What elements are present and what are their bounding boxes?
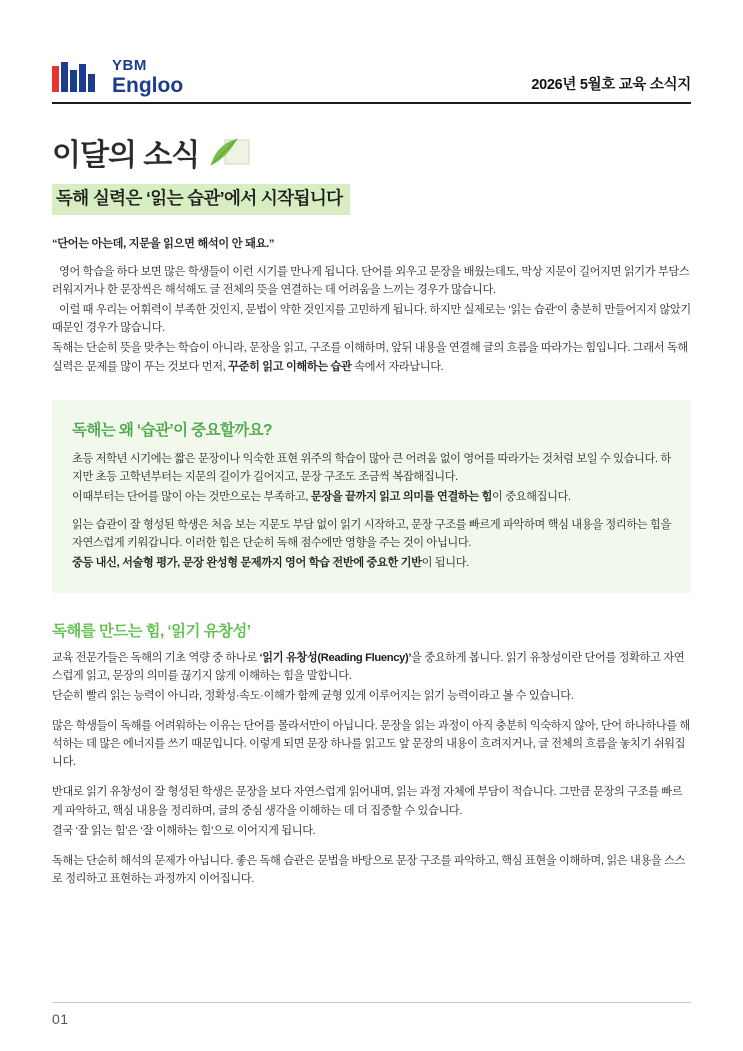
intro-p3-bold: 꾸준히 읽고 이해하는 습관 xyxy=(228,360,352,373)
section-fluency xyxy=(52,619,691,889)
page-footer xyxy=(52,1002,691,1027)
section-fluency-heading: 독해를 만드는 힘, ‘읽기 유창성’ xyxy=(52,622,251,640)
intro-paragraph-3 xyxy=(52,339,691,375)
subtitle-wrap xyxy=(52,184,350,215)
section-fluency-p3: 많은 학생들이 독해를 어려워하는 이유는 단어를 몰라서만이 아닙니다. 문장을 읽는 과정이 아직 충분히 익숙하지 않아, 단어 하나하나를 해석하는 데 많은 에너지를 쓰기 때문입니다. 이렇게 되면 문장 하나를 읽고도 앞 문장의 내용이 흐려지거나, 글 전체의 흐름을 놓치기 쉬워집니다. xyxy=(52,719,691,769)
leaf-icon xyxy=(205,135,253,169)
section-fluency-p6: 독해는 단순히 해석의 문제가 아닙니다. 좋은 독해 습관은 문법을 바탕으로 문장 구조를 파악하고, 핵심 표현을 이해하며, 읽은 내용을 스스로 정리하고 표현하는 과정까지 이어집니다. xyxy=(52,854,686,885)
section-habit-heading: 독해는 왜 ‘습관’이 중요할까요? xyxy=(72,421,272,439)
intro-paragraph-1: 영어 학습을 하다 보면 많은 학생들이 이런 시기를 만나게 됩니다. 단어를 외우고 문장을 배웠는데도, 막상 지문이 길어지면 읽기가 부담스러워지거나 한 문장씩은 해석해도 글 전체의 뜻을 연결하는 데 어려움을 느끼는 경우가 많습니다. xyxy=(52,265,690,297)
page-header xyxy=(52,0,691,96)
intro-paragraph-2: 이럴 때 우리는 어휘력이 부족한 것인지, 문법이 약한 것인지를 고민하게 됩니다. 하지만 실제로는 ‘읽는 습관’이 충분히 만들어지지 않았기 때문인 경우가 많습니다. xyxy=(52,304,691,335)
logo-brand-top: YBM xyxy=(112,57,147,74)
intro-p3-a: 독해는 단순히 뜻을 맞추는 학습이 아니라, 문장을 읽고, 구조를 이해하며, 앞뒤 내용을 연결해 글의 흐름을 따라가는 힘입니다. 그래서 독해 실력은 문제를 많이 푸는 것보다 먼저, xyxy=(52,342,688,373)
fluency-p1-c: 을 중요하게 봅니다. 읽기 유창성이란 단어를 정확하고 자연스럽게 읽고, 문장의 의미를 끊기지 않게 이해하는 힘을 말합니다. xyxy=(52,651,685,682)
ybm-logo-text xyxy=(112,58,183,96)
ybm-logo-mark xyxy=(52,62,104,92)
issue-label-wrap xyxy=(531,73,691,96)
section-habit-p2 xyxy=(72,488,671,506)
ybm-logo xyxy=(52,58,183,96)
section-fluency-p5: 결국 ‘잘 읽는 힘’은 ‘잘 이해하는 힘’으로 이어지게 됩니다. xyxy=(52,824,316,837)
page-subtitle: 독해 실력은 ‘읽는 습관’에서 시작됩니다 xyxy=(52,184,350,215)
logo-brand-bottom: Engloo xyxy=(112,74,184,97)
section-habit-p4 xyxy=(72,554,671,572)
section-fluency-p4: 반대로 읽기 유창성이 잘 형성된 학생은 문장을 보다 자연스럽게 읽어내며, 읽는 과정 자체에 부담이 적습니다. 그만큼 문장의 구조를 빠르게 파악하고, 핵심 내용을 정리하며, 글의 중심 생각을 이해하는 데 더 집중할 수 있습니다. xyxy=(52,786,683,817)
section-habit-p3: 읽는 습관이 잘 형성된 학생은 처음 보는 지문도 부담 없이 읽기 시작하고, 문장 구조를 빠르게 파악하며 핵심 내용을 정리하는 힘을 자연스럽게 키워갑니다. 이러한 힘은 단순히 독해 점수에만 영향을 주는 것이 아닙니다. xyxy=(72,519,671,550)
habit-p2-bold: 문장을 끝까지 읽고 의미를 연결하는 힘 xyxy=(310,491,493,503)
footer-divider xyxy=(52,1002,691,1003)
fluency-p1-a: 교육 전문가들은 독해의 기초 역량 중 하나로 xyxy=(52,651,260,664)
issue-label: 2026년 5월호 교육 소식지 xyxy=(531,77,691,93)
title-row xyxy=(52,130,691,174)
header-divider xyxy=(52,102,691,104)
section-fluency-p2: 단순히 빨리 읽는 능력이 아니라, 정확성·속도·이해가 함께 균형 있게 이루어지는 읽기 능력이라고 볼 수 있습니다. xyxy=(52,689,574,702)
section-fluency-p1 xyxy=(52,649,691,685)
section-habit-p1: 초등 저학년 시기에는 짧은 문장이나 익숙한 표현 위주의 학습이 많아 큰 어려움 없이 영어를 따라가는 것처럼 보일 수 있습니다. 하지만 초등 고학년부터는 지문의 길이가 길어지고, 문장 구조도 조금씩 복잡해집니다. xyxy=(72,452,671,483)
habit-p4-bold: 중등 내신, 서술형 평가, 문장 완성형 문제까지 영어 학습 전반에 중요한 기반 xyxy=(72,557,422,570)
section-habit xyxy=(52,400,691,593)
fluency-p1-bold: ‘읽기 유창성(Reading Fluency)’ xyxy=(259,651,412,664)
intro-quote: “단어는 아는데, 지문을 읽으면 해석이 안 돼요.” xyxy=(52,237,275,250)
habit-p4-rest: 이 됩니다. xyxy=(421,557,469,570)
page-title: 이달의 소식 xyxy=(52,139,200,172)
intro-p3-c: 속에서 자라납니다. xyxy=(351,360,444,373)
habit-p2-a: 이때부터는 단어를 많이 아는 것만으로는 부족하고, xyxy=(72,491,311,503)
habit-p2-c: 이 중요해집니다. xyxy=(492,491,571,503)
page-number: 01 xyxy=(52,1011,69,1027)
